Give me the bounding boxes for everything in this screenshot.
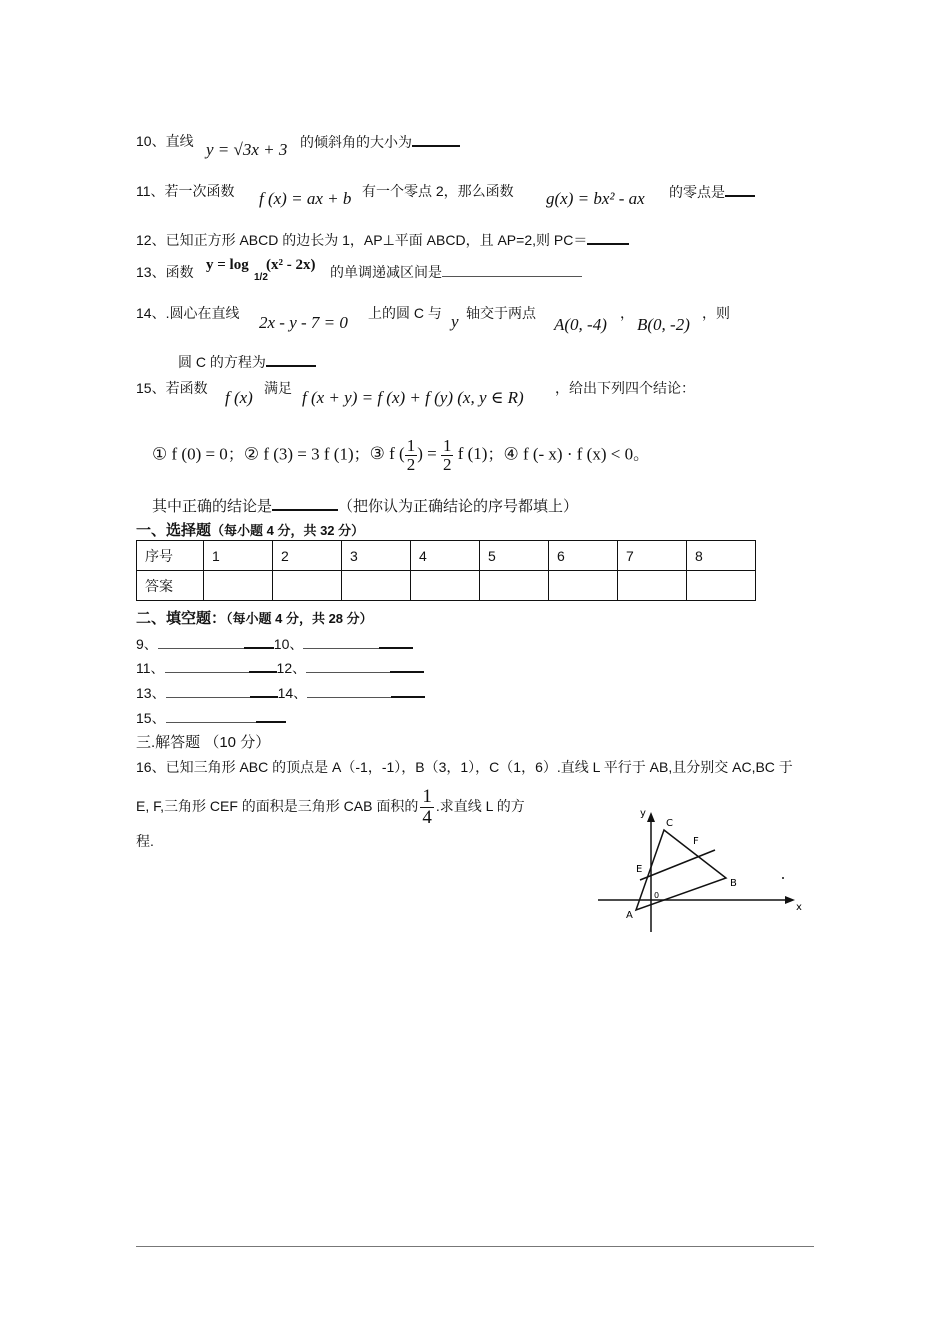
q11-text-mid: 有一个零点 2，那么函数 [362,183,514,199]
blank-row-9-10: 9、 10、 [136,633,413,654]
q14-text-post: ，则 [702,305,730,321]
q10 [136,131,194,151]
q11-text-post: 的零点是 [669,181,755,202]
blank-row-15: 15、 [136,707,286,728]
q15-conclusion-2: ② f (3) = 3 f (1) [243,444,354,464]
q15-answer-blank [272,495,338,511]
answer-table-row [137,571,756,601]
label-y: y [640,808,646,819]
table-header-cell: 6 [549,541,618,571]
label-f: F [693,836,699,847]
answer-blank-14[interactable] [307,683,391,698]
q14-comma: ， [620,305,634,321]
label-a: A [626,910,633,921]
triangle-abc [636,830,726,910]
table-header-cell: 2 [273,541,342,571]
q13-log-base: 1/2 [254,272,268,283]
q14-point-a: A(0, -4) [554,315,607,334]
q13: 13、函数 [136,264,194,280]
answer-cell[interactable] [204,571,273,601]
q10-number: 10、 [136,133,166,149]
blank-row-13-14: 13、 14、 [136,682,425,703]
footer-divider [136,1246,814,1247]
table-header-cell: 5 [480,541,549,571]
q15-condition: f (x + y) = f (x) + f (y) (x, y ∈ R) [302,388,524,407]
q11: 11、若一次函数 [136,183,235,199]
table-header-cell: 序号 [137,541,204,571]
table-row-label: 答案 [137,571,204,601]
answer-cell[interactable] [411,571,480,601]
label-e: E [636,864,643,875]
q10-formula: y = √3x + 3 [206,140,288,159]
q14-point-b: B(0, -2) [637,315,690,334]
q11-answer-blank [725,181,755,197]
label-b: B [730,878,737,889]
answer-blank-11[interactable] [165,658,249,673]
q15-text-mid: 满足 [264,380,292,396]
q15: 15、若函数 [136,380,208,396]
q12-answer-blank [587,229,629,245]
q11-g-formula: g(x) = bx² - ax [546,189,645,208]
q15-half-fraction: $\frac{1}{2}$ [406,436,416,474]
q14-answer-blank [266,351,316,367]
q15-conclusions: ① f (0) = 0；② f (3) = 3 f (1)；③ f ( $\frac{1}{2}$ ) = $\frac{1}{2}$ f (1)；④ f (- x) · f (x) < 0。 [152,436,650,474]
label-c: C [666,818,673,829]
x-axis-arrow [785,896,795,904]
q14: 14、.圆心在直线 [136,305,240,321]
q14-text-mid: 上的圆 C 与 [368,305,442,321]
q15-tail: 其中正确的结论是 （把你认为正确结论的序号都填上） [152,495,578,516]
q15-text-post: ，给出下列四个结论： [555,380,695,396]
q11-f-formula: f (x) = ax + b [259,189,352,208]
blank-row-11-12: 11、 12、 [136,657,424,678]
label-origin: 0 [654,891,660,900]
q15-conclusion-4: ④ f (- x) · f (x) < 0 [503,444,634,464]
answer-cell[interactable] [273,571,342,601]
label-x: x [796,902,802,913]
section1-heading: 一、选择题（每小题 4 分，共 32 分） [136,522,365,539]
table-header-cell: 8 [687,541,756,571]
answer-blank-10[interactable] [303,634,379,649]
answer-blank-13[interactable] [166,683,250,698]
section2-heading: 二、填空题：（每小题 4 分，共 28 分） [136,610,373,627]
q15-f: f (x) [225,388,253,407]
q15-conclusion-3: ③ f ( $\frac{1}{2}$ ) = $\frac{1}{2}$ f (1) [369,436,488,474]
answer-cell[interactable] [687,571,756,601]
answer-blank-12[interactable] [306,658,390,673]
q16-quarter-fraction: $\frac{1}{4}$ [422,786,432,828]
answer-cell[interactable] [618,571,687,601]
q14-text-mid2: 轴交于两点 [466,305,536,321]
dot-marker [782,877,784,879]
q13-text-post: 的单调递减区间是 [330,262,582,282]
q10-text-post: 的倾斜角的大小为 [300,131,460,152]
answer-cell[interactable] [549,571,618,601]
q14-axis: y [451,312,459,331]
y-axis-arrow [647,812,655,822]
q16-line1: 16、已知三角形 ABC 的顶点是 A（-1，-1），B（3，1），C（1，6）.直线 L 平行于 AB,且分别交 AC,BC 于 [136,759,793,775]
answer-blank-15[interactable] [166,708,256,723]
q15-half-fraction-2: $\frac{1}{2}$ [442,436,452,474]
q16-line2: E, F,三角形 CEF 的面积是三角形 CAB 面积的 $\frac{1}{4}$ .求直线 L 的方 [136,786,525,828]
section3-heading: 三.解答题 （10 分） [136,734,271,751]
table-header-cell: 7 [618,541,687,571]
answer-table [136,540,756,601]
q13-formula: y = log [206,257,249,273]
table-header-cell: 4 [411,541,480,571]
table-header-cell: 3 [342,541,411,571]
q14-line2: 圆 C 的方程为 [178,351,316,372]
q12: 12、已知正方形 ABCD 的边长为 1，AP⊥平面 ABCD，且 AP=2,则 PC＝ [136,229,629,250]
table-header-cell: 1 [204,541,273,571]
q14-line-equation: 2x - y - 7 = 0 [259,313,348,332]
q10-text-pre: 直线 [165,133,194,149]
answer-cell[interactable] [342,571,411,601]
q13-answer-blank [442,262,582,277]
q13-argument: (x² - 2x) [266,257,316,273]
answer-cell[interactable] [480,571,549,601]
q16-line3: 程. [136,833,154,849]
answer-blank-9[interactable] [158,634,244,649]
triangle-figure [590,800,810,940]
q15-conclusion-1: ① f (0) = 0 [152,444,228,464]
answer-table-header-row [137,541,756,571]
q10-answer-blank [412,131,460,147]
